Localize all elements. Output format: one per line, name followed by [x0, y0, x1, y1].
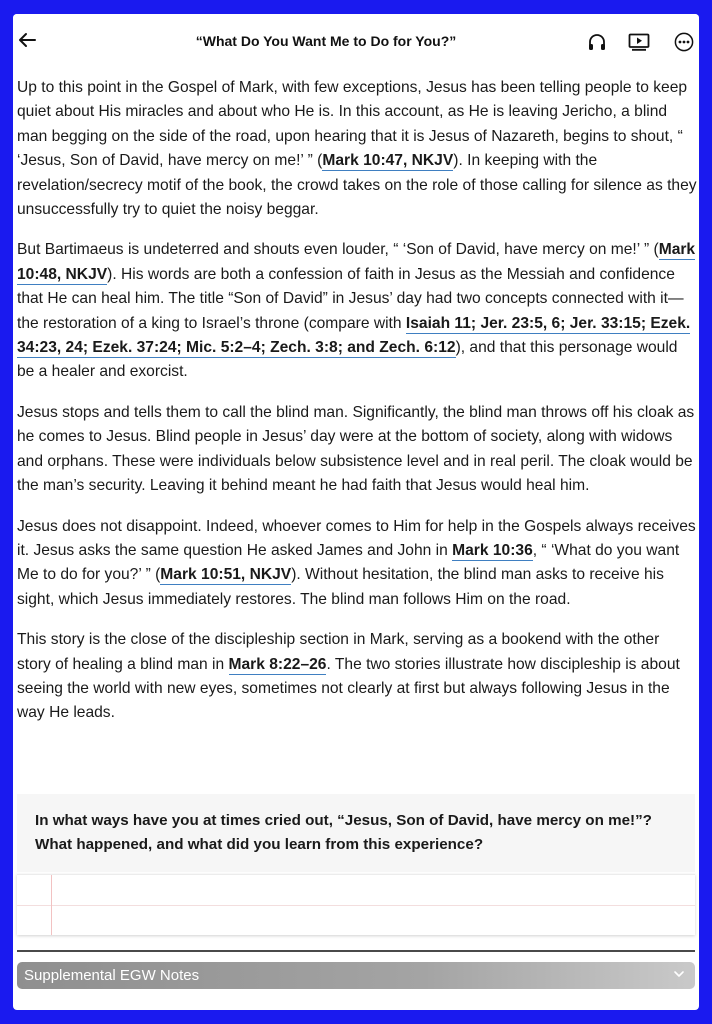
- answer-notepad[interactable]: [17, 874, 695, 935]
- video-button[interactable]: [627, 30, 651, 54]
- paragraph-text: ). His words are both a confession of faith in Jesus as the Messiah and confidence that He can heal him. The title “Son of David” in Jesus’ day had two concepts connected with it—the restoration of a king to Israel’s throne (compare with: [17, 265, 684, 332]
- paragraph-text: . The two stories illustrate how discipleship is about seeing the world with new eyes, sometimes not clearly at first but always following Jesus in the way He leads.: [17, 655, 680, 722]
- back-arrow-icon: [18, 32, 36, 48]
- app-window: [13, 14, 699, 1010]
- audio-button[interactable]: [585, 30, 609, 54]
- paragraph-3: [17, 401, 697, 499]
- more-options-icon: [674, 32, 694, 52]
- scripture-link[interactable]: Mark 8:22–26: [228, 655, 327, 673]
- paragraph-text: But Bartimaeus is undeterred and shouts even louder, “ ‘Son of David, have mercy on me!’ ” (: [17, 241, 659, 259]
- paragraph-text: ), and that this personage would be a healer and exorcist.: [17, 339, 678, 381]
- paragraph-4: [17, 515, 697, 613]
- scripture-link[interactable]: Mark 10:36: [452, 541, 533, 559]
- supplemental-egw-notes-toggle[interactable]: [17, 962, 695, 989]
- supplemental-label: Supplemental EGW Notes: [24, 967, 200, 984]
- paragraph-text: This story is the close of the discipleship section in Mark, serving as a bookend with the other story of healing a blind man in: [17, 631, 660, 673]
- page-title: “What Do You Want Me to Do for You?”: [195, 33, 457, 49]
- notepad-rule: [17, 905, 695, 906]
- paragraph-2: [17, 238, 697, 384]
- back-button[interactable]: [15, 28, 39, 52]
- paragraph-text: ). Without hesitation, the blind man asks to receive his sight, which Jesus immediately restores. The blind man follows Him on the road.: [17, 566, 664, 608]
- more-options-button[interactable]: [672, 30, 696, 54]
- paragraph-text: Jesus stops and tells them to call the blind man. Significantly, the blind man throws off his cloak as he comes to Jesus. Blind people in Jesus’ day were at the bottom of society, along with widows and orphans. These were individuals below subsistence level and in real peril. The cloak would be the man’s security. Leaving it behind meant he had faith that Jesus would heal him.: [17, 403, 695, 495]
- question-text: In what ways have you at times cried out, “Jesus, Son of David, have mercy on me!”? What happened, and what did you learn from this experience?: [35, 812, 652, 853]
- paragraph-text: ). In keeping with the revelation/secrecy motif of the book, the crowd takes on the role of those calling for silence as they unsuccessfully try to quiet the noisy beggar.: [17, 152, 697, 219]
- scripture-link[interactable]: Mark 10:51, NKJV: [160, 566, 292, 584]
- notepad-margin-line: [51, 875, 52, 935]
- scripture-link[interactable]: Mark 10:47, NKJV: [322, 152, 454, 170]
- paragraph-text: Up to this point in the Gospel of Mark, with few exceptions, Jesus has been telling people to keep quiet about His miracles and about who He is. In this account, as He is leaving Jericho, a blind man begging on the side of the road, upon hearing that it is Jesus of Nazareth, begins to shout, “ ‘Jesus, Son of David, have mercy on me!’ ” (: [17, 79, 688, 170]
- scripture-link[interactable]: Isaiah 11; Jer. 23:5, 6; Jer. 33:15; Ezek. 34:23, 24; Ezek. 37:24; Mic. 5:2–4; Zech. 3:8; and Zech. 6:12: [17, 314, 691, 357]
- video-play-icon: [628, 33, 650, 51]
- chevron-down-icon: [673, 969, 685, 979]
- paragraph-1: [17, 76, 697, 222]
- paragraph-5: [17, 628, 697, 726]
- scripture-link[interactable]: Mark 10:48, NKJV: [17, 241, 696, 283]
- top-bar: [13, 14, 699, 70]
- headphones-icon: [587, 33, 607, 51]
- paragraph-text: Jesus does not disappoint. Indeed, whoever comes to Him for help in the Gospels always receives it. Jesus asks the same question He asked James and John in: [17, 517, 696, 559]
- paragraph-text: , “ ‘What do you want Me to do for you?’ ” (: [17, 541, 680, 584]
- section-divider: [17, 950, 695, 952]
- lesson-body: [17, 76, 697, 742]
- discussion-question: [17, 794, 695, 872]
